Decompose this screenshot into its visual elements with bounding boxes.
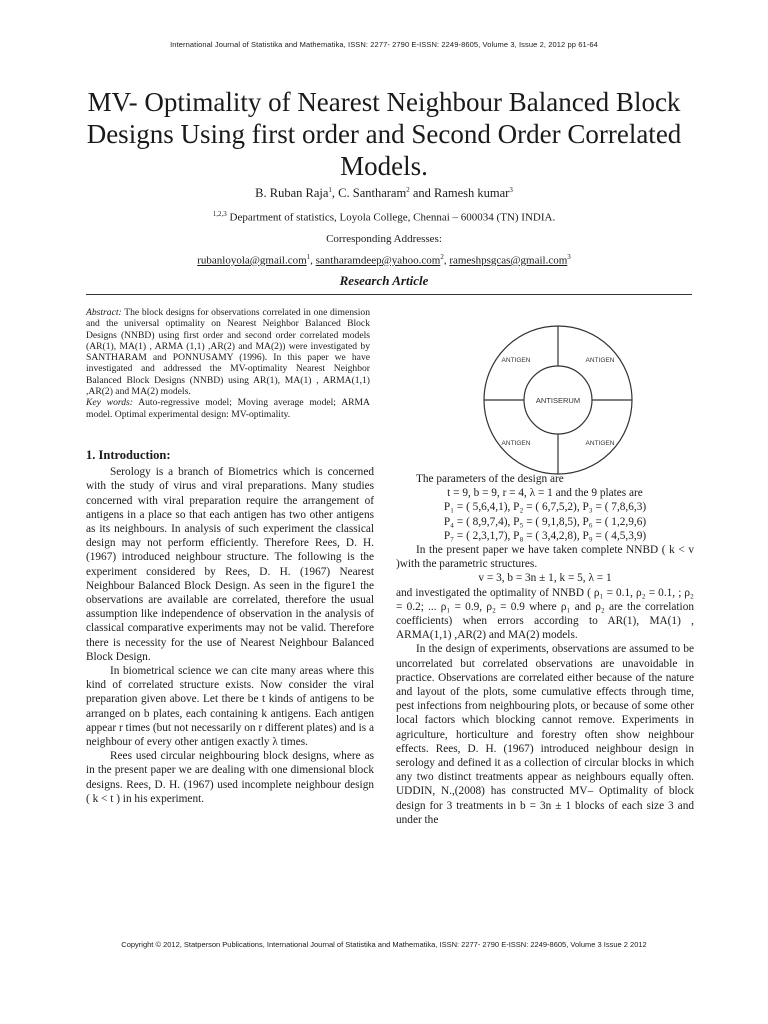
paragraph: In biometrical science we can cite many areas where this kind of correlated structure exists. Now consider the viral preparation given above. Let there be t kinds of antigens to be arranged on b plates, each containing k antigens. Each antigen appear r times (but not necessarily on r different plates) and is a neighbour of every other antigen exactly λ times. xyxy=(86,665,374,749)
equation: P₇ = ( 2,3,1,7), P₈ = ( 3,4,2,8), P₉ = ( 4,5,3,9) xyxy=(443,529,647,542)
author-name: B. Ruban Raja xyxy=(255,186,329,201)
divider xyxy=(86,294,692,295)
antigen-plate-figure xyxy=(480,322,636,478)
keywords-label: Key words: xyxy=(86,397,133,409)
journal-header: International Journal of Statistika and Mathematika, ISSN: 2277- 2790 E-ISSN: 2249-8605, Volume 3, Issue 2, 2012 pp 61-64 xyxy=(170,40,598,49)
equation: P₁ = ( 5,6,4,1), P₂ = ( 6,7,5,2), P₃ = ( 7,8,6,3) xyxy=(443,501,647,514)
abstract xyxy=(86,307,370,420)
article-type: Research Article xyxy=(339,273,429,288)
abstract-text: The block designs for observations correlated in one dimension and the universal optimality on Nearest Neighbor Balanced Block Designs (NNBD) using first order and second order correlated models (AR(1), MA(1) , ARMA (1,1) ,AR(2) and MA(2)) were investigated by SANTHARAM and PONNUSAMY (1996). In this paper we have investigated and addressed the MV-optimality Nearest Neighbor Balanced Block Designs (NNBD) using AR(1), MA(1) , ARMA(1,1) ,AR(2) and MA(2) models. xyxy=(86,307,370,398)
paragraph: and investigated the optimality of NNBD ( ρ₁ = 0.1, ρ₂ = 0.1, ; ρ₂ = 0.2; ... ρ₁ = 0.9, ρ₂ = 0.9 where ρ₁ and ρ₂ are the correlation coefficients) when errors according to AR(1), MA(1) , ARMA(1,1) ,AR(2) and MA(2) models. xyxy=(396,586,694,642)
antiserum-label: ANTISERUM xyxy=(535,396,581,405)
corresponding-label: Corresponding Addresses: xyxy=(326,233,442,245)
email-list: rubanloyola@gmail.com$^1$, santharamdeep@yahoo.com$^2$, rameshpsgcas@gmail.com$^3$ xyxy=(197,253,571,267)
paragraph: Serology is a branch of Biometrics which is concerned with the study of virus and viral preparations. Many studies concerned with viral preparation require the arrangement of antigens in a place so that each antigen has two other antigens as its neighbours. In analysis of such experiment the classical design may not perform efficiently. Therefore Rees, D. H. (1967) introduced neighbour structure. The following is the experiment considered by Rees, D. H. (1967) Nearest Neighbour Balanced Block Design. As seen in the figure1 the observations are available are correlated, therefore the usual assumption like independence of observation in the analysis of classical comparative experiments may not be valid. Therefore there is necessity for the use of Nearest Neighbour Balanced Block Design. xyxy=(86,466,374,663)
copyright-footer: Copyright © 2012, Statperson Publications, International Journal of Statistika and Mathematika, ISSN: 2277- 2790 E-ISSN: 2249-8605, Volume 3 Issue 2 2012 xyxy=(121,940,647,949)
author-list: B. Ruban Raja$^1$, C. Santharam$^2$ and Ramesh kumar$^3$ xyxy=(255,186,513,201)
paragraph: In the design of experiments, observations are assumed to be uncorrelated but correlated observations are unavoidable in practice. Observations are correlated either because of the nature and layout of the plots, some cumulative effects through time, pest infections from neighbouring plots, or because of some other local factors which blocking cannot remove. Experiments in agriculture, horticulture and forestry often show neighbour effects. Rees, D. H. (1967) introduced neighbour design in serology and defined it as a collection of circular blocks in which any two distinct treatments appear as neighbours equally often. UDDIN, N.,(2008) has constructed MV– Optimality of block design for 3 treatments in b = 3n ± 1 blocks of each size 3 and under the xyxy=(396,643,694,826)
antigen-label: ANTIGEN xyxy=(585,357,615,364)
equation: t = 9, b = 9, r = 4, λ = 1 and the 9 plates are xyxy=(447,487,643,500)
parameters-section xyxy=(396,472,694,827)
paper-title: MV- Optimality of Nearest Neighbour Balanced Block Designs Using first order and Second Order Correlated Models. xyxy=(86,87,682,181)
email-link[interactable]: rubanloyola@gmail.com xyxy=(197,254,307,267)
author-name: , C. Santharam xyxy=(331,186,407,201)
paragraph: Rees used circular neighbouring block designs, where as in the present paper we are dealing with one dimensional block designs. Rees, D. H. (1967) used incomplete neighbour design ( k < t ) in his experiment. xyxy=(86,750,374,805)
affiliation: $^{1,2,3}$ Department of statistics, Loyola College, Chennai – 600034 (TN) INDIA. xyxy=(212,210,556,224)
antigen-label: ANTIGEN xyxy=(501,440,531,447)
abstract-label: Abstract: xyxy=(86,307,122,318)
email-link[interactable]: santharamdeep@yahoo.com xyxy=(315,254,441,267)
email-link[interactable]: rameshpsgcas@gmail.com xyxy=(449,254,568,267)
equation: v = 3, b = 3n ± 1, k = 5, λ = 1 xyxy=(478,572,612,585)
keywords-text: Auto-regressive model; Moving average model; ARMA model. Optimal experimental design: MV-optimality. xyxy=(86,397,370,420)
introduction-section xyxy=(86,448,374,806)
section-heading: 1. Introduction: xyxy=(86,448,171,462)
paragraph: The parameters of the design are xyxy=(416,473,564,485)
paragraph: In the present paper we have taken complete NNBD ( k < v )with the parametric structures. xyxy=(396,544,694,571)
equation: P₄ = ( 8,9,7,4), P₅ = ( 9,1,8,5), P₆ = ( 1,2,9,6) xyxy=(443,515,647,528)
antigen-label: ANTIGEN xyxy=(585,440,615,447)
antigen-label: ANTIGEN xyxy=(501,357,531,364)
author-name: and Ramesh kumar xyxy=(409,186,510,201)
